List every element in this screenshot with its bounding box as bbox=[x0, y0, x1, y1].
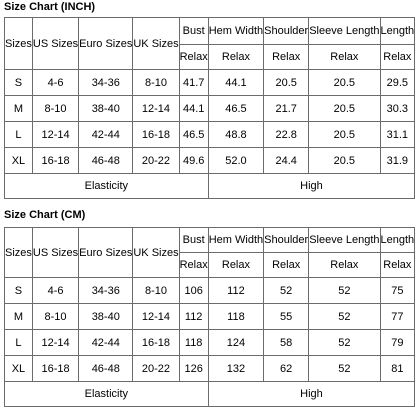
table-cell: 34-36 bbox=[79, 70, 133, 96]
header-cell: Sizes bbox=[5, 18, 33, 70]
table-row bbox=[5, 278, 415, 304]
table-cell: 12-14 bbox=[32, 122, 78, 148]
table-row bbox=[5, 330, 415, 356]
table-cell: 118 bbox=[208, 304, 263, 330]
table-row bbox=[5, 122, 415, 148]
table-cell: 106 bbox=[179, 278, 208, 304]
header-cell: Hem Width bbox=[208, 18, 263, 45]
table-cell: 20.5 bbox=[309, 70, 380, 96]
subheader-cell: Relax bbox=[380, 45, 415, 70]
header-cell: UK Sizes bbox=[133, 18, 179, 70]
table-row bbox=[5, 70, 415, 96]
table-cell: 20-22 bbox=[133, 356, 179, 382]
header-cell: Hem Width bbox=[208, 228, 263, 253]
table-cell: 42-44 bbox=[79, 330, 133, 356]
table-cell: 132 bbox=[208, 356, 263, 382]
subheader-cell: Relax bbox=[380, 253, 415, 278]
table-cell: XL bbox=[5, 356, 33, 382]
size-chart-cm-title: Size Chart (CM) bbox=[4, 209, 86, 221]
table-cell: 55 bbox=[264, 304, 309, 330]
table-cell: 81 bbox=[380, 356, 415, 382]
table-cell: 16-18 bbox=[133, 330, 179, 356]
table-cell: 30.3 bbox=[380, 96, 415, 122]
table-cell: 20.5 bbox=[309, 96, 380, 122]
table-cell: 44.1 bbox=[179, 96, 208, 122]
header-cell: Shoulder bbox=[264, 18, 309, 45]
header-row bbox=[5, 18, 415, 45]
table-cell: 79 bbox=[380, 330, 415, 356]
table-cell: 16-18 bbox=[133, 122, 179, 148]
table-cell: 44.1 bbox=[208, 70, 263, 96]
table-cell: 31.1 bbox=[380, 122, 415, 148]
table-cell: 12-14 bbox=[133, 304, 179, 330]
header-cell: Shoulder bbox=[264, 228, 309, 253]
table-cell: 12-14 bbox=[133, 96, 179, 122]
header-cell: Euro Sizes bbox=[79, 228, 133, 278]
table-cell: 8-10 bbox=[32, 304, 78, 330]
table-cell: M bbox=[5, 304, 33, 330]
table-cell: 8-10 bbox=[32, 96, 78, 122]
table-cell: 48.8 bbox=[208, 122, 263, 148]
subheader-cell: Relax bbox=[179, 45, 208, 70]
table-cell: 49.6 bbox=[179, 148, 208, 174]
table-cell: 52 bbox=[309, 330, 380, 356]
header-cell: Sleeve Length bbox=[309, 18, 380, 45]
size-chart-cm-table bbox=[4, 227, 415, 407]
subheader-cell: Relax bbox=[309, 253, 380, 278]
subheader-cell: Relax bbox=[264, 253, 309, 278]
table-cell: 118 bbox=[179, 330, 208, 356]
header-cell: UK Sizes bbox=[133, 228, 179, 278]
table-cell: 42-44 bbox=[79, 122, 133, 148]
header-cell: Sizes bbox=[5, 228, 33, 278]
elasticity-row bbox=[5, 382, 415, 407]
table-cell: 46-48 bbox=[79, 356, 133, 382]
table-cell: 112 bbox=[208, 278, 263, 304]
table-cell: 38-40 bbox=[79, 304, 133, 330]
table-cell: 20.5 bbox=[309, 148, 380, 174]
subheader-cell: Relax bbox=[208, 253, 263, 278]
header-cell: Length bbox=[380, 18, 415, 45]
header-cell: Euro Sizes bbox=[79, 18, 133, 70]
table-cell: 20-22 bbox=[133, 148, 179, 174]
table-cell: 4-6 bbox=[32, 70, 78, 96]
table-cell: 24.4 bbox=[264, 148, 309, 174]
subheader-cell: Relax bbox=[179, 253, 208, 278]
table-cell: 21.7 bbox=[264, 96, 309, 122]
table-cell: 52.0 bbox=[208, 148, 263, 174]
table-cell: 29.5 bbox=[380, 70, 415, 96]
table-cell: 58 bbox=[264, 330, 309, 356]
table-cell: 46-48 bbox=[79, 148, 133, 174]
header-cell: US Sizes bbox=[32, 228, 78, 278]
header-row bbox=[5, 228, 415, 253]
table-cell: 41.7 bbox=[179, 70, 208, 96]
elasticity-value: High bbox=[208, 382, 414, 407]
table-cell: 12-14 bbox=[32, 330, 78, 356]
header-cell: Length bbox=[380, 228, 415, 253]
header-cell: Bust bbox=[179, 18, 208, 45]
table-cell: 16-18 bbox=[32, 356, 78, 382]
header-cell: US Sizes bbox=[32, 18, 78, 70]
size-chart-inch-table bbox=[4, 17, 415, 199]
table-cell: 22.8 bbox=[264, 122, 309, 148]
table-cell: 52 bbox=[309, 278, 380, 304]
table-cell: 52 bbox=[309, 304, 380, 330]
table-row bbox=[5, 304, 415, 330]
table-cell: 112 bbox=[179, 304, 208, 330]
table-row bbox=[5, 148, 415, 174]
elasticity-value: High bbox=[208, 174, 414, 199]
table-cell: 8-10 bbox=[133, 278, 179, 304]
table-cell: S bbox=[5, 70, 33, 96]
elasticity-row bbox=[5, 174, 415, 199]
table-cell: 126 bbox=[179, 356, 208, 382]
table-cell: 20.5 bbox=[264, 70, 309, 96]
table-cell: L bbox=[5, 122, 33, 148]
table-cell: XL bbox=[5, 148, 33, 174]
table-cell: 16-18 bbox=[32, 148, 78, 174]
table-cell: 46.5 bbox=[179, 122, 208, 148]
table-cell: 20.5 bbox=[309, 122, 380, 148]
table-cell: 52 bbox=[309, 356, 380, 382]
header-cell: Bust bbox=[179, 228, 208, 253]
header-cell: Sleeve Length bbox=[309, 228, 380, 253]
table-cell: S bbox=[5, 278, 33, 304]
table-cell: 4-6 bbox=[32, 278, 78, 304]
subheader-cell: Relax bbox=[208, 45, 263, 70]
size-chart-inch-title: Size Chart (INCH) bbox=[4, 1, 96, 13]
subheader-cell: Relax bbox=[264, 45, 309, 70]
table-cell: 75 bbox=[380, 278, 415, 304]
subheader-cell: Relax bbox=[309, 45, 380, 70]
table-cell: 124 bbox=[208, 330, 263, 356]
table-cell: 34-36 bbox=[79, 278, 133, 304]
table-cell: M bbox=[5, 96, 33, 122]
elasticity-label: Elasticity bbox=[5, 174, 209, 199]
table-cell: 31.9 bbox=[380, 148, 415, 174]
table-row bbox=[5, 356, 415, 382]
table-cell: L bbox=[5, 330, 33, 356]
table-row bbox=[5, 96, 415, 122]
table-cell: 52 bbox=[264, 278, 309, 304]
table-cell: 62 bbox=[264, 356, 309, 382]
table-cell: 8-10 bbox=[133, 70, 179, 96]
table-cell: 77 bbox=[380, 304, 415, 330]
table-cell: 46.5 bbox=[208, 96, 263, 122]
elasticity-label: Elasticity bbox=[5, 382, 209, 407]
table-cell: 38-40 bbox=[79, 96, 133, 122]
